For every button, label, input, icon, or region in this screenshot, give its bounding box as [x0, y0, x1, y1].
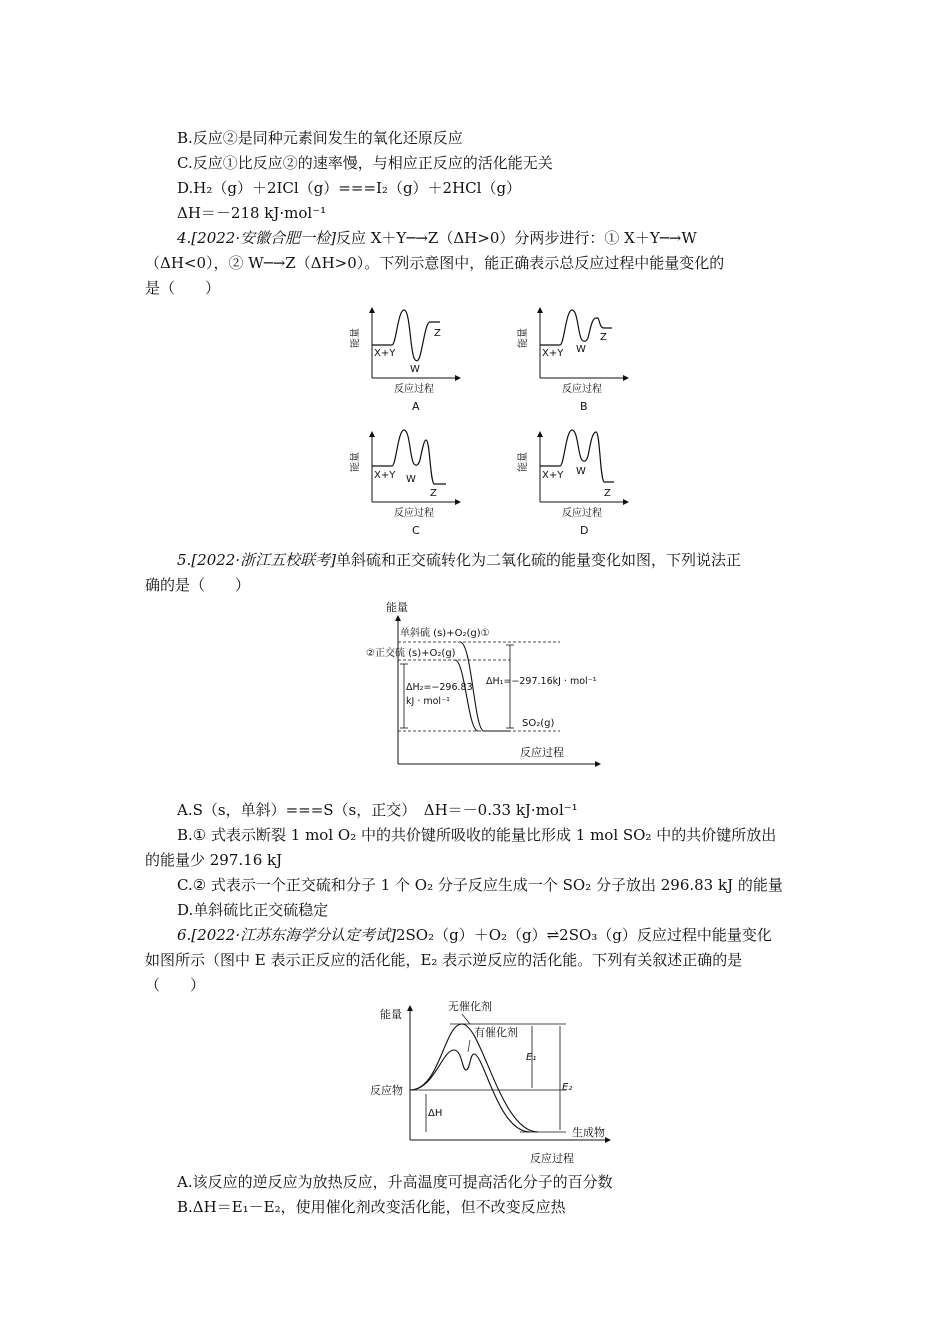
- q5-option-b: B.① 式表示断裂 1 mol O₂ 中的共价键所吸收的能量比形成 1 mol SO₂ 中的共价键所放出: [177, 826, 777, 844]
- q5-xlabel: 反应过程: [520, 746, 564, 759]
- q4d-letter: D: [580, 524, 589, 537]
- q4d-product: Z: [604, 488, 611, 499]
- q4b-letter: B: [580, 400, 588, 413]
- q4-graph-d: [516, 430, 628, 537]
- q4-stem-line1: [177, 228, 697, 248]
- q4a-reactant: X+Y: [374, 348, 396, 359]
- q6-product: 生成物: [572, 1126, 605, 1139]
- q5-stem-text: 单斜硫和正交硫转化为二氧化硫的能量变化如图，下列说法正: [335, 551, 741, 569]
- q6-ylabel: 能量: [380, 1008, 402, 1021]
- q5-dh2-value: ΔH₂=−296.83: [406, 682, 473, 693]
- q6-option-a: A.该反应的逆反应为放热反应，升高温度可提高活化分子的百分数: [177, 1173, 613, 1191]
- q6-option-b: B.ΔH＝E₁－E₂，使用催化剂改变活化能，但不改变反应热: [177, 1198, 566, 1216]
- q5-dh2-unit: kJ · mol⁻¹: [406, 696, 450, 707]
- q4a-letter: A: [412, 400, 420, 413]
- q6-e2: E₂: [562, 1082, 573, 1093]
- q6-curve-catalyst: [410, 1050, 530, 1132]
- q4d-xlabel: 反应过程: [562, 508, 602, 519]
- q4-graph-grid: [350, 300, 630, 540]
- q5-source: 5.[2022·浙江五校联考]: [177, 551, 336, 569]
- q4b-intermediate: W: [576, 344, 586, 355]
- q6-dh: ΔH: [428, 1108, 443, 1119]
- q6-stem-line2: 如图所示（图中 E 表示正反应的活化能，E₂ 表示逆反应的活化能。下列有关叙述正确的是: [145, 951, 743, 969]
- q4-stem-text: 反应 X＋Y─→Z（ΔH>0）分两步进行：① X＋Y─→W: [335, 229, 697, 247]
- q4a-ylabel: 能量: [350, 328, 361, 348]
- q6-e1: E₁: [526, 1052, 537, 1063]
- q4c-product: Z: [430, 488, 437, 499]
- q3-option-d-enthalpy: ΔH＝－218 kJ·mol⁻¹: [177, 204, 327, 222]
- q5-energy-diagram: [360, 598, 610, 770]
- q5-dh1: ΔH₁=−297.16kJ · mol⁻¹: [486, 676, 597, 687]
- q6-energy-diagram: [370, 996, 620, 1168]
- q5-option-c: C.② 式表示一个正交硫和分子 1 个 O₂ 分子反应生成一个 SO₂ 分子放出 296.83 kJ 的能量: [177, 876, 783, 894]
- q4-stem-line2: （ΔH<0），② W─→Z（ΔH>0）。下列示意图中，能正确表示总反应过程中能量变化的: [145, 254, 725, 272]
- q5-stem-line1: [177, 550, 741, 570]
- q4d-intermediate: W: [576, 466, 586, 477]
- q4-source: 4.[2022·安徽合肥一检]: [177, 229, 336, 247]
- q3-option-c: C.反应①比反应②的速率慢，与相应正反应的活化能无关: [177, 154, 553, 172]
- q4b-xlabel: 反应过程: [562, 384, 602, 395]
- q6-stem-line1: [177, 925, 772, 945]
- q3-option-d: D.H₂（g）＋2ICl（g）===I₂（g）＋2HCl（g）: [177, 179, 522, 197]
- q4a-intermediate: W: [410, 364, 420, 375]
- q4c-letter: C: [412, 524, 420, 537]
- q5-option-b-cont: 的能量少 297.16 kJ: [145, 851, 283, 869]
- q5-option-a: A.S（s，单斜）===S（s，正交） ΔH＝－0.33 kJ·mol⁻¹: [177, 801, 578, 819]
- q3-option-b: B.反应②是同种元素间发生的氧化还原反应: [177, 129, 463, 147]
- q5-mid-label: ②正交硫 (s)+O₂(g): [366, 648, 456, 659]
- q4c-ylabel: 能量: [350, 452, 361, 472]
- q6-stem-text: 2SO₂（g）＋O₂（g）⇌2SO₃（g）反应过程中能量变化: [395, 926, 772, 944]
- q4c-xlabel: 反应过程: [394, 508, 434, 519]
- q4-graph-a: [350, 308, 460, 413]
- q6-catalyst-label: 有催化剂: [474, 1026, 518, 1039]
- q4d-ylabel: 能量: [518, 452, 529, 472]
- q6-source: 6.[2022·江苏东海学分认定考试]: [177, 926, 396, 944]
- q4a-product: Z: [434, 328, 441, 339]
- q4d-reactant: X+Y: [542, 470, 564, 481]
- q4b-reactant: X+Y: [542, 348, 564, 359]
- q4c-reactant: X+Y: [374, 470, 396, 481]
- q4-stem-line3: 是（ ）: [145, 279, 221, 297]
- q5-product: SO₂(g): [522, 718, 555, 729]
- q5-option-d: D.单斜硫比正交硫稳定: [177, 901, 329, 919]
- q4-graph-b: [516, 308, 628, 413]
- q4c-intermediate: W: [406, 474, 416, 485]
- q5-stem-line2: 确的是（ ）: [145, 576, 251, 594]
- q6-stem-line3: （ ）: [145, 976, 206, 994]
- q4b-product: Z: [600, 332, 607, 343]
- q6-xlabel: 反应过程: [530, 1152, 574, 1165]
- q4a-xlabel: 反应过程: [394, 384, 434, 395]
- q6-no-catalyst-label: 无催化剂: [448, 1000, 492, 1013]
- q5-top-label: 单斜硫 (s)+O₂(g)①: [400, 628, 490, 639]
- q5-ylabel: 能量: [386, 601, 408, 614]
- q4-graph-c: [350, 430, 460, 537]
- q6-reactant: 反应物: [370, 1084, 403, 1097]
- q4b-ylabel: 能量: [518, 328, 529, 348]
